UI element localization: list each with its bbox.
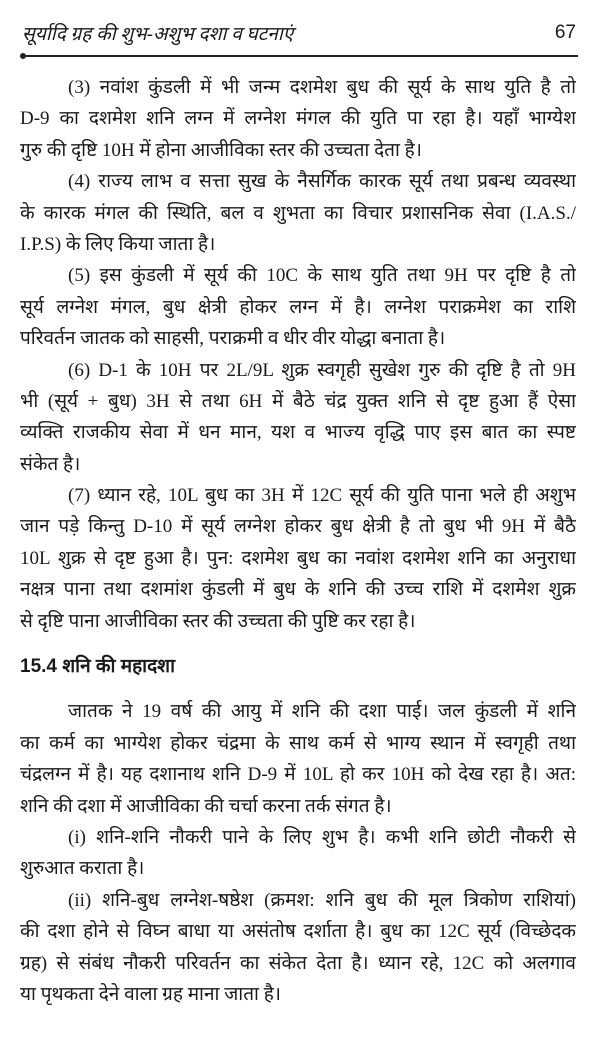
text-line: नक्षत्र पाना तथा दशमांश कुंडली में बुध के शनि की उच्च राशि में दशमेश शुक्र	[20, 579, 576, 601]
paragraph	[20, 480, 576, 637]
text-line: की दशा होने से विघ्न बाधा या असंतोष दर्शाता है। बुध का 12C सूर्य (विच्छेदक	[20, 921, 576, 943]
section-heading: 15.4 शनि की महादशा	[20, 656, 176, 678]
text-line: (5) इस कुंडली में सूर्य की 10C के साथ युति तथा 9H पर दृष्टि है तो	[68, 265, 576, 287]
paragraph	[20, 166, 576, 260]
text-line: भी (सूर्य + बुध) 3H से तथा 6H में बैठे चंद्र युक्त शनि से दृष्ट हुआ हैं ऐसा	[20, 390, 576, 412]
text-line: (ii) शनि-बुध लग्नेश-षष्ठेश (क्रमश: शनि बुध की मूल त्रिकोण राशियां)	[68, 889, 576, 911]
header-rule-dot	[20, 53, 26, 59]
section-b-paragraphs	[20, 696, 576, 1010]
text-line: (6) D-1 के 10H पर 2L/9L शुक्र स्वगृही सुखेश गुरु की दृष्टि है तो 9H	[68, 359, 576, 381]
paragraph	[20, 260, 576, 354]
text-line: का कर्म का भाग्येश होकर चंद्रमा के साथ कर्म से भाग्य स्थान में स्वगृही तथा	[20, 732, 576, 754]
text-line: D-9 का दशमेश शनि लग्न में लग्नेश मंगल की युति पा रहा है। यहाँ भाग्येश	[20, 108, 576, 130]
page-body	[20, 72, 576, 1010]
running-header	[22, 14, 578, 54]
paragraph	[20, 696, 576, 822]
running-title: सूर्यादि ग्रह की शुभ-अशुभ दशा व घटनाएं	[22, 24, 294, 45]
text-line: जातक ने 19 वर्ष की आयु में शनि की दशा पाई। जल कुंडली में शनि	[68, 701, 576, 723]
text-line: गुरु की दृष्टि 10H में होना आजीविका स्तर की उच्चता देता है।	[20, 139, 422, 161]
text-line: व्यक्ति राजकीय सेवा में धन मान, यश व भाज्य वृद्धि पाए इस बात का स्पष्ट	[20, 422, 576, 444]
section-a-paragraphs	[20, 72, 576, 637]
page-number: 67	[554, 22, 576, 43]
text-line: (i) शनि-शनि नौकरी पाने के लिए शुभ है। कभी शनि छोटी नौकरी से	[68, 826, 576, 848]
text-line: परिवर्तन जातक को साहसी, पराक्रमी व धीर वीर योद्धा बनाता है।	[20, 328, 446, 350]
text-line: (3) नवांश कुंडली में भी जन्म दशमेश बुध की सूर्य के साथ युति है तो	[68, 77, 576, 98]
text-line: जान पड़े किन्तु D-10 में सूर्य लग्नेश होकर बुध क्षेत्री है तो बुध भी 9H में बैठै	[20, 516, 576, 538]
text-line: (7) ध्यान रहे, 10L बुध का 3H में 12C सूर्य की युति पाना भले ही अशुभ	[68, 485, 576, 507]
paragraph	[20, 885, 576, 1011]
paragraph	[20, 822, 576, 885]
text-line: चंद्रलग्न में है। यह दशानाथ शनि D-9 में 10L हो कर 10H को देख रहा है। अत:	[20, 764, 576, 786]
text-line: संकेत है।	[20, 453, 81, 475]
text-line: सूर्य लग्नेश मंगल, बुध क्षेत्री होकर लग्न में है। लग्नेश पराक्रमेश का राशि	[20, 296, 576, 318]
text-line: I.P.S) के लिए किया जाता है।	[20, 233, 216, 255]
text-line: (4) राज्य लाभ व सत्ता सुख के नैसर्गिक कारक सूर्य तथा प्रबन्ध व्यवस्था	[68, 171, 576, 193]
text-line: शुरुआत कराता है।	[20, 858, 145, 880]
paragraph	[20, 355, 576, 481]
text-line: 10L शुक्र से दृष्ट हुआ है। पुन: दशमेश बुध का नवांश दशमेश शनि का अनुराधा	[20, 547, 576, 569]
text-line: ग्रह) से संबंध नौकरी परिवर्तन का संकेत देता है। ध्यान रहे, 12C को अलगाव	[20, 952, 576, 974]
text-line: शनि की दशा में आजीविका की चर्चा करना तर्क संगत है।	[20, 795, 392, 817]
paragraph	[20, 72, 576, 166]
header-rule	[22, 55, 578, 57]
text-line: से दृष्टि पाना आजीविका स्तर की उच्चता की पुष्टि कर रहा है।	[20, 610, 416, 632]
text-line: के कारक मंगल की स्थिति, बल व शुभता का विचार प्रशासनिक सेवा (I.A.S./	[20, 202, 576, 224]
text-line: या पृथकता देने वाला ग्रह माना जाता है।	[20, 983, 282, 1005]
